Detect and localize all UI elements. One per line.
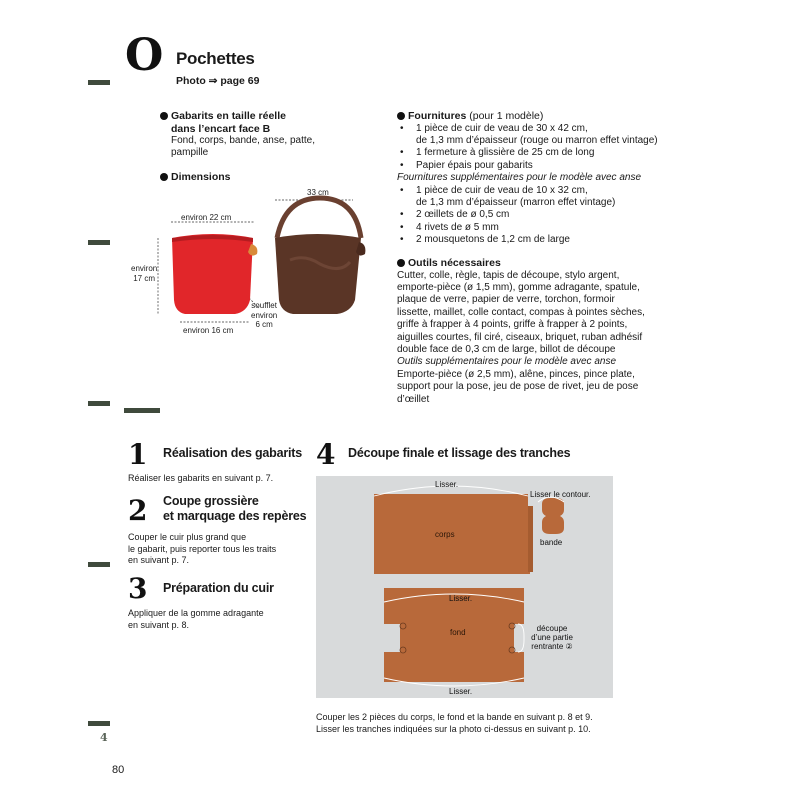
photo-reference: Photo ⇒ page 69 [176, 75, 260, 87]
step-title-1: Réalisation des gabarits [163, 446, 302, 460]
dim-label-top: environ 22 cm [181, 213, 232, 222]
list-item: • 1 pièce de cuir de veau de 30 x 42 cm, de 1,3 mm d’épaisseur (rouge ou marron effet vintage) [397, 123, 697, 148]
supplies-heading: Fournitures [408, 110, 467, 122]
label-bande: bande [540, 538, 563, 547]
supplies-list [397, 123, 697, 173]
step-text-2: Couper le cuir plus grand que le gabarit, puis reporter tous les traits en suivant p. 7. [128, 532, 277, 565]
binding-mark [88, 240, 110, 245]
step-number-4: 4 [316, 438, 336, 471]
brown-pouch [275, 234, 361, 314]
list-item: • Papier épais pour gabarits [397, 160, 697, 172]
bullet-icon [397, 259, 405, 267]
templates-line: Fond, corps, bande, anse, patte, [171, 135, 315, 146]
templates-heading: Gabarits en taille réelle [171, 110, 286, 122]
dim-label-handle: 33 cm [307, 188, 329, 197]
dim-label-height-2: 17 cm [133, 273, 156, 283]
page-title: Pochettes [176, 49, 255, 68]
templates-heading-2: dans l’encart face B [171, 122, 271, 135]
corps-piece-edge [528, 506, 533, 572]
dim-label-gusset [251, 301, 277, 330]
binding-mark [88, 401, 110, 406]
templates-line: pampille [171, 147, 209, 159]
label-lisser-mid: Lisser. [449, 594, 473, 603]
dimensions-heading: Dimensions [171, 171, 231, 183]
supplies-heading-note: (pour 1 modèle) [466, 110, 544, 122]
dimensions-illustration [125, 180, 375, 340]
step-number-3: 3 [128, 572, 148, 605]
label-lisser-bottom: Lisser. [449, 687, 473, 696]
dim-label-bottom: environ 16 cm [183, 326, 234, 335]
label-lisser-top: Lisser. [435, 480, 459, 489]
label-lisser-contour: Lisser le contour. [530, 490, 591, 499]
dim-label-height-1: environ [131, 264, 158, 273]
red-pouch [172, 234, 253, 314]
step-title-2: Coupe grossière et marquage des repères [163, 494, 307, 523]
tools-extra-heading: Outils supplémentaires pour le modèle avec anse [397, 356, 617, 368]
templates-block [160, 110, 360, 160]
tools-heading: Outils nécessaires [408, 257, 501, 269]
label-corps: corps [435, 530, 455, 539]
chapter-letter: O [125, 30, 164, 81]
step-number-2: 2 [128, 494, 148, 527]
label-decoupe: découpe d’une partie rentrante ② [531, 624, 573, 651]
list-item: • 1 fermeture à glissière de 25 cm de long [397, 147, 697, 159]
binding-mark [88, 80, 110, 85]
step-number-1: 1 [128, 438, 148, 471]
supplies-extra-list [397, 185, 697, 247]
label-fond: fond [450, 628, 466, 637]
step-title-3: Préparation du cuir [163, 581, 274, 595]
list-item: • 2 œillets de ø 0,5 cm [397, 209, 697, 221]
dim-label-height [131, 264, 157, 283]
dim-label-gusset-1: soufflet [251, 301, 277, 310]
tools-text: Cutter, colle, règle, tapis de découpe, stylo argent, emporte-pièce (ø 1,5 mm), gomme adragante, spatule, plaque de verre, papier de verre, torchon, formoir lissette, maillet, colle contact, compas à pointes sèches, griffe à frapper à 4 points, griffe à frapper à 2 points, aiguilles courtes, fil ciré, ciseaux, briquet, ruban adhésif double face de 0,3 cm de large, billot de découpe Outils supplémentaires pour le modèle avec anse Emporte-pièce (ø 2,5 mm), alêne, pinces, pince plate, support pour la pose, jeu de pose de rivet, jeu de pose d’œillet [397, 270, 697, 406]
bande-piece [542, 498, 564, 534]
photo-caption: Couper les 2 pièces du corps, le fond et la bande en suivant p. 8 et 9. Lisser les tranches indiquées sur la photo ci-dessus en suivant p. 10. [316, 712, 593, 734]
section-mark [124, 408, 160, 413]
side-number: 4 [100, 731, 108, 744]
dim-label-gusset-2: environ [251, 310, 278, 320]
brown-pouch-handle [277, 198, 361, 238]
binding-mark [88, 721, 110, 726]
supplies-block [397, 110, 697, 247]
decoupe-bracket [518, 624, 524, 652]
bullet-icon [160, 112, 168, 120]
page-number: 80 [112, 764, 125, 776]
list-item: • 2 mousquetons de 1,2 cm de large [397, 234, 697, 246]
binding-mark [88, 562, 110, 567]
step-text-1: Réaliser les gabarits en suivant p. 7. [128, 473, 274, 483]
step-text-3: Appliquer de la gomme adragante en suivant p. 8. [128, 608, 264, 630]
bullet-icon [397, 112, 405, 120]
list-item: • 1 pièce de cuir de veau de 10 x 32 cm, de 1,3 mm d’épaisseur (marron effet vintage) [397, 185, 697, 210]
supplies-extra-heading: Fournitures supplémentaires pour le modèle avec anse [397, 172, 642, 184]
leather-pieces [316, 476, 613, 698]
list-item: • 4 rivets de ø 5 mm [397, 222, 697, 234]
dim-label-gusset-3: 6 cm [255, 320, 273, 329]
tools-block [397, 257, 697, 406]
step-title-4: Découpe finale et lissage des tranches [348, 446, 571, 460]
leather-pieces-photo [316, 476, 613, 698]
